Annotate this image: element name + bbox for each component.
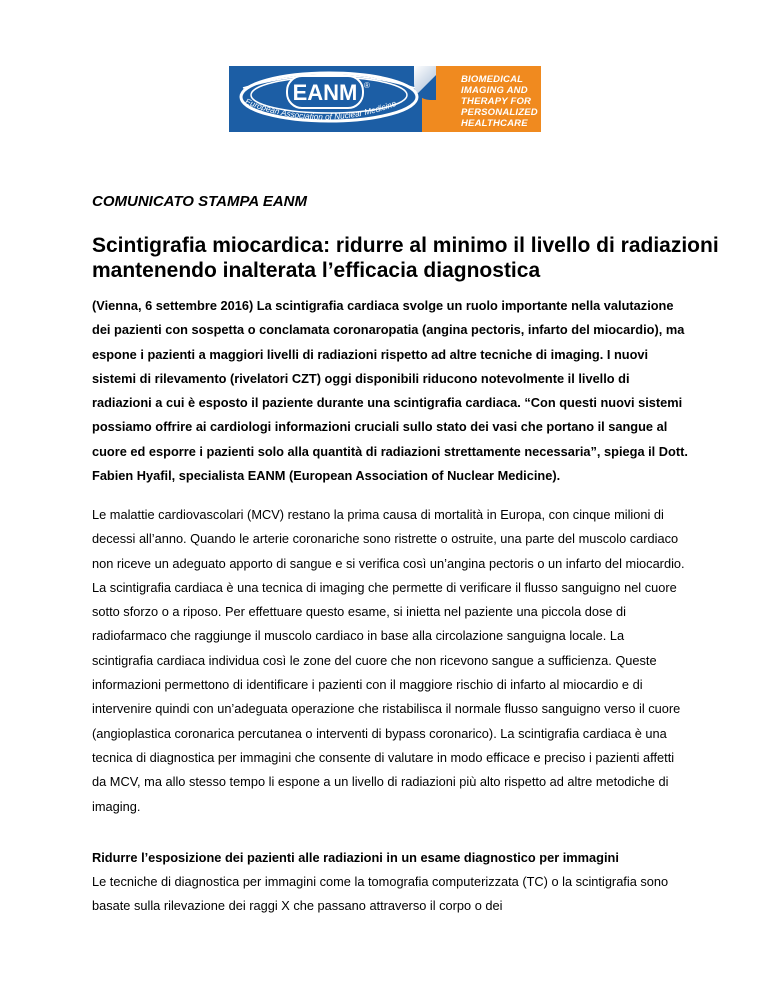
tagline-line: BIOMEDICAL xyxy=(461,74,524,85)
body-paragraph: Le malattie cardiovascolari (MCV) restano la prima causa di mortalità in Europa, con cinque milioni di decessi all’anno. Quando le arterie coronariche sono ristrette o ostruite, una parte del muscolo cardiaco non riceve un adeguato apporto di sangue e si verifica così un’angina pectoris o un infarto del miocardio. La scintigrafia cardiaca è una tecnica di imaging che permette di verificare il flusso sanguigno nel cuore sotto sforzo o a riposo. Per effettuare questo esame, si inietta nel paziente una piccola dose di radiofarmaco che raggiunge il muscolo cardiaco in base alla circolazione sanguigna locale. La scintigrafia cardiaca individua così le zone del cuore che non ricevono sangue a sufficienza. Queste informazioni permettono di identificare i pazienti con il maggiore rischio di infarto al miocardio e di intervenire quindi con un’adeguata operazione che ristabilisca il normale flusso sanguigno verso il cuore (angioplastica coronarica percutanea o interventi di bypass coronarico). La scintigrafia cardiaca è una tecnica di diagnostica per immagini che consente di valutare in modo efficace e preciso i pazienti affetti da MCV, ma allo stesso tempo li espone a un livello di radiazioni più alto rispetto ad altre metodiche di imaging. xyxy=(92,507,685,814)
eanm-logo-banner xyxy=(229,66,541,132)
lead-paragraph: (Vienna, 6 settembre 2016) La scintigrafia cardiaca svolge un ruolo importante nella valutazione dei pazienti con sospetta o conclamata coronaropatia (angina pectoris, infarto del miocardio), ma espone i pazienti a maggiori livelli di radiazioni rispetto ad altre tecniche di imaging. I nuovi sistemi di rilevamento (rivelatori CZT) oggi disponibili riducono notevolmente il livello di radiazioni a cui è esposto il paziente durante una scintigrafia cardiaca. “Con questi nuovi sistemi possiamo offrire ai cardiologi informazioni cruciali sullo stato dei vasi che portano il sangue al cuore ed esporre i pazienti solo alla quantità di radiazioni strettamente necessaria”, spiega il Dott. Fabien Hyafil, specialista EANM (European Association of Nuclear Medicine). xyxy=(92,298,688,484)
tagline-line: IMAGING AND xyxy=(461,85,528,96)
logo-registered-mark: ® xyxy=(364,81,370,90)
logo-tagline xyxy=(461,74,541,129)
logo-text-layer xyxy=(229,66,429,132)
headline: Scintigrafia miocardica: ridurre al minimo il livello di radiazioni mantenendo inalterata l’efficacia diagnostica xyxy=(92,234,719,282)
section-subheading: Ridurre l’esposizione dei pazienti alle radiazioni in un esame diagnostico per immagini xyxy=(92,850,619,865)
logo-wordmark: EANM xyxy=(292,80,358,105)
press-release-label: COMUNICATO STAMPA EANM xyxy=(92,193,307,210)
logo-association-path: European Association of Nuclear Medicine xyxy=(243,96,398,122)
tagline-line: THERAPY FOR xyxy=(461,96,532,107)
tagline-line: HEALTHCARE xyxy=(461,118,528,129)
body-paragraph-2: Le tecniche di diagnostica per immagini come la tomografia computerizzata (TC) o la scintigrafia sono basate sulla rilevazione dei raggi X che passano attraverso il corpo o dei xyxy=(92,874,669,914)
tagline-line: PERSONALIZED xyxy=(461,107,538,118)
